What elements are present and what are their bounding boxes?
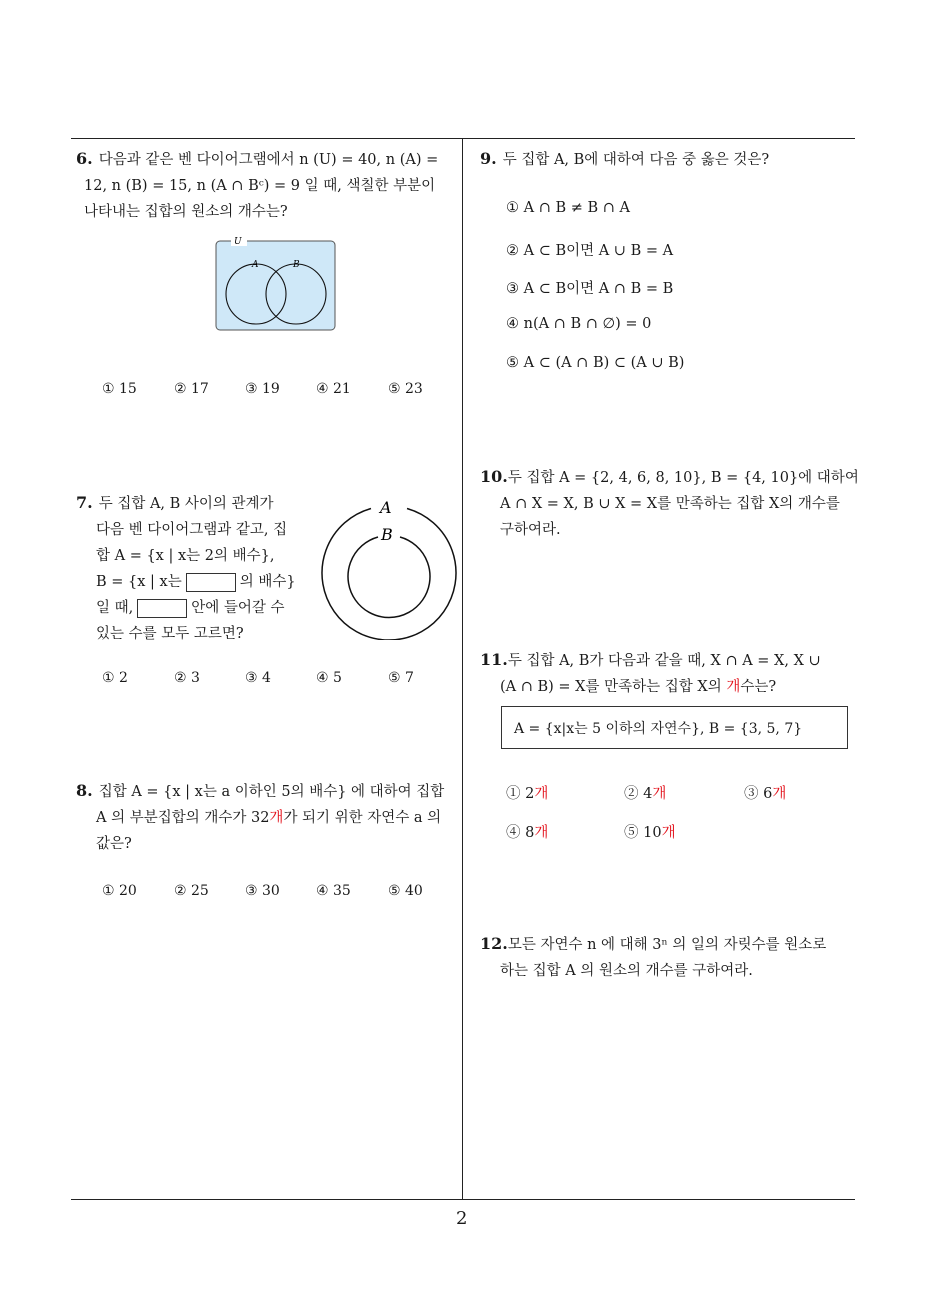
choice[interactable]: ① 2 [102, 670, 128, 686]
label-u: U [234, 237, 242, 247]
choice[interactable]: ③ 30 [245, 883, 280, 899]
question-number: 7. [76, 493, 93, 512]
question-text: 두 집합 A, B에 대하여 다음 중 옳은 것은? [502, 152, 770, 168]
venn-diagram-q7 [318, 500, 458, 640]
question-text: A ∩ X = X, B ∪ X = X를 만족하는 집합 X의 개수를 [500, 496, 840, 512]
choices-q7 [102, 670, 414, 686]
question-12 [480, 931, 860, 984]
choice-q11-2[interactable]: ② 4개 [624, 786, 667, 802]
question-text: 수는? [740, 679, 777, 695]
question-number: 10. [480, 467, 508, 486]
choice-q11-5[interactable]: ⑤ 10개 [624, 825, 676, 841]
question-text: 의 배수} [239, 574, 296, 590]
question-text: 다음과 같은 벤 다이어그램에서 n (U) = 40, n (A) = [98, 152, 439, 168]
choice[interactable]: ⑤ 23 [388, 381, 423, 397]
highlighted-text: 개 [726, 679, 741, 695]
option-q9-3[interactable]: ③ A ⊂ B이면 A ∩ B = B [506, 281, 674, 297]
question-9 [480, 146, 860, 173]
question-text: 일 때, [96, 600, 134, 616]
choice-q11-3[interactable]: ③ 6개 [744, 786, 787, 802]
label-b: B [293, 260, 300, 270]
question-text: B = {x | x는 [96, 574, 182, 590]
question-text: (A ∩ B) = X를 만족하는 집합 X의 [500, 679, 722, 695]
question-10 [480, 464, 860, 543]
choice[interactable]: ⑤ 40 [388, 883, 423, 899]
question-text: 있는 수를 모두 고르면? [96, 626, 244, 642]
bottom-rule [71, 1199, 855, 1200]
question-text: 나타내는 집합의 원소의 개수는? [84, 204, 288, 220]
question-text: 두 집합 A, B 사이의 관계가 [98, 496, 274, 512]
option-q9-1[interactable]: ① A ∩ B ≠ B ∩ A [506, 200, 630, 216]
question-8 [76, 778, 460, 857]
question-6 [76, 146, 456, 225]
question-number: 9. [480, 149, 497, 168]
question-11 [480, 647, 860, 700]
question-text: 두 집합 A, B가 다음과 같을 때, X ∩ A = X, X ∪ [507, 653, 821, 669]
choice[interactable]: ④ 21 [316, 381, 351, 397]
question-text: 다음 벤 다이어그램과 같고, 집 [96, 522, 288, 538]
question-text: 값은? [96, 836, 132, 852]
answer-blank [137, 599, 187, 618]
label-a: A [380, 500, 392, 517]
choice[interactable]: ① 20 [102, 883, 137, 899]
question-number: 12. [480, 934, 508, 953]
choice[interactable]: ③ 19 [245, 381, 280, 397]
highlighted-text: 개 [269, 810, 284, 826]
top-rule [71, 138, 855, 139]
choice[interactable]: ⑤ 7 [388, 670, 414, 686]
option-q9-2[interactable]: ② A ⊂ B이면 A ∪ B = A [506, 243, 674, 259]
choice[interactable]: ④ 5 [316, 670, 342, 686]
option-q9-5[interactable]: ⑤ A ⊂ (A ∩ B) ⊂ (A ∪ B) [506, 355, 685, 371]
question-text: 두 집합 A = {2, 4, 6, 8, 10}, B = {4, 10}에 대하여 [507, 470, 859, 486]
question-7 [76, 490, 316, 647]
choice-q11-1[interactable]: ① 2개 [506, 786, 549, 802]
choices-q8 [102, 883, 423, 899]
page-number: 2 [456, 1208, 468, 1229]
question-text: 합 A = {x | x는 2의 배수}, [96, 548, 275, 564]
label-a: A [252, 260, 259, 270]
question-text: 안에 들어갈 수 [191, 600, 285, 616]
choices-q6 [102, 381, 423, 397]
choice[interactable]: ① 15 [102, 381, 137, 397]
question-text: 모든 자연수 n 에 대해 3ⁿ 의 일의 자릿수를 원소로 [507, 937, 827, 953]
option-q9-4[interactable]: ④ n(A ∩ B ∩ ∅) = 0 [506, 316, 652, 332]
choice[interactable]: ③ 4 [245, 670, 271, 686]
given-sets-box: A = {x|x는 5 이하의 자연수}, B = {3, 5, 7} [501, 706, 848, 749]
question-number: 8. [76, 781, 93, 800]
choice-q11-4[interactable]: ④ 8개 [506, 825, 549, 841]
question-text: 구하여라. [500, 522, 561, 538]
circle-b [348, 537, 430, 617]
choice[interactable]: ④ 35 [316, 883, 351, 899]
choice[interactable]: ② 17 [174, 381, 209, 397]
venn-diagram-q6 [214, 236, 338, 334]
column-divider [462, 138, 463, 1200]
choice[interactable]: ② 25 [174, 883, 209, 899]
question-text: 가 되기 위한 자연수 a 의 [283, 810, 442, 826]
question-text: A 의 부분집합의 개수가 32 [96, 810, 270, 826]
label-b: B [381, 525, 393, 544]
question-text: 집합 A = {x | x는 a 이하인 5의 배수} 에 대하여 집합 [98, 784, 445, 800]
answer-blank [186, 573, 236, 592]
question-number: 11. [480, 650, 508, 669]
question-text: 12, n (B) = 15, n (A ∩ Bᶜ) = 9 일 때, 색칠한 부분이 [84, 178, 436, 194]
question-text: 하는 집합 A 의 원소의 개수를 구하여라. [500, 963, 753, 979]
choice[interactable]: ② 3 [174, 670, 200, 686]
question-number: 6. [76, 149, 93, 168]
